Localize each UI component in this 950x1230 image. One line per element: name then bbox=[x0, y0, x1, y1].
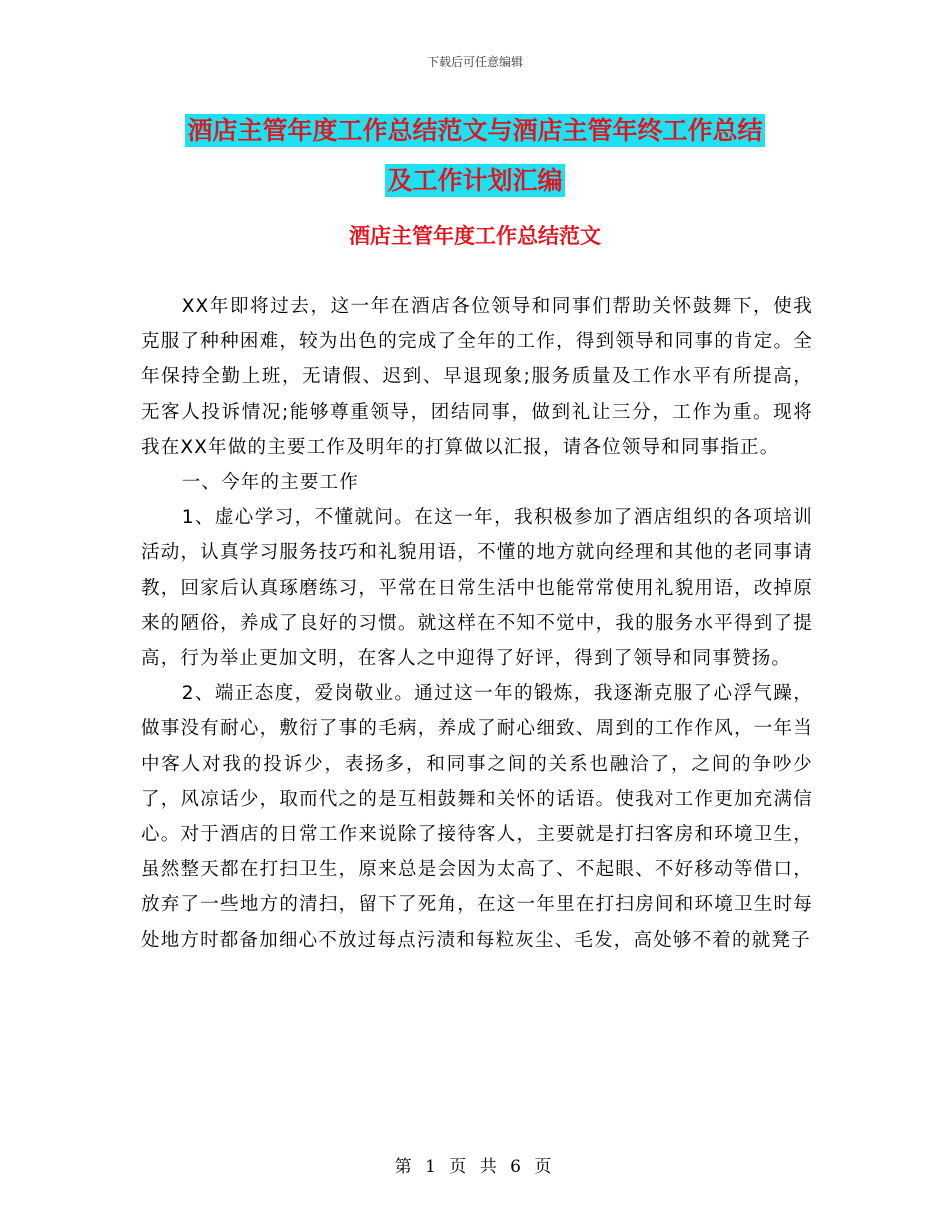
paragraph-heading-main-work: 一、今年的主要工作 bbox=[181, 472, 359, 494]
document-title-line2: 及工作计划汇编 bbox=[387, 166, 563, 195]
paragraph-item-1: 1、虚心学习，不懂就问。在这一年，我积极参加了酒店组织的各项培训活动，认真学习服务技巧和礼貌用语，不懂的地方就向经理和其他的老同事请教，回家后认真琢磨练习，平常在日常生活中也能常常使用礼貌用语，改掉原来的陋俗，养成了良好的习惯。就这样在不知不觉中，我的服务水平得到了提高，行为举止更加文明，在客人之中迎得了好评，得到了领导和同事赞扬。 bbox=[141, 507, 813, 670]
paragraph-intro: XX年即将过去，这一年在酒店各位领导和同事们帮助关怀鼓舞下，使我克服了种种困难，较为出色的完成了全年的工作，得到领导和同事的肯定。全年保持全勤上班，无请假、迟到、早退现象;服务质量及工作水平有所提高，无客人投诉情况;能够尊重领导，团结同事，做到礼让三分，工作为重。现将我在XX年做的主要工作及明年的打算做以汇报，请各位领导和同事指正。 bbox=[141, 296, 813, 458]
document-title-line1: 酒店主管年度工作总结范文与酒店主管年终工作总结 bbox=[187, 116, 763, 145]
header-note: 下载后可任意编辑 bbox=[426, 55, 523, 69]
document-title bbox=[140, 106, 810, 206]
paragraph-item-2: 2、端正态度，爱岗敬业。通过这一年的锻炼，我逐渐克服了心浮气躁，做事没有耐心，敷衍了事的毛病，养成了耐心细致、周到的工作作风，一年当中客人对我的投诉少，表扬多，和同事之间的关系也融洽了，之间的争吵少了，风凉话少，取而代之的是互相鼓舞和关怀的话语。使我对工作更加充满信心。对于酒店的日常工作来说除了接待客人，主要就是打扫客房和环境卫生，虽然整天都在打扫卫生，原来总是会因为太高了、不起眼、不好移动等借口，放弃了一些地方的清扫，留下了死角，在这一年里在打扫房间和环境卫生时每处地方时都备加细心不放过每点污渍和每粒灰尘、毛发，高处够不着的就凳子 bbox=[141, 683, 813, 951]
page-number: 第 1 页 共 6 页 bbox=[394, 1157, 556, 1177]
document-body bbox=[141, 289, 813, 958]
section-title: 酒店主管年度工作总结范文 bbox=[349, 224, 601, 248]
